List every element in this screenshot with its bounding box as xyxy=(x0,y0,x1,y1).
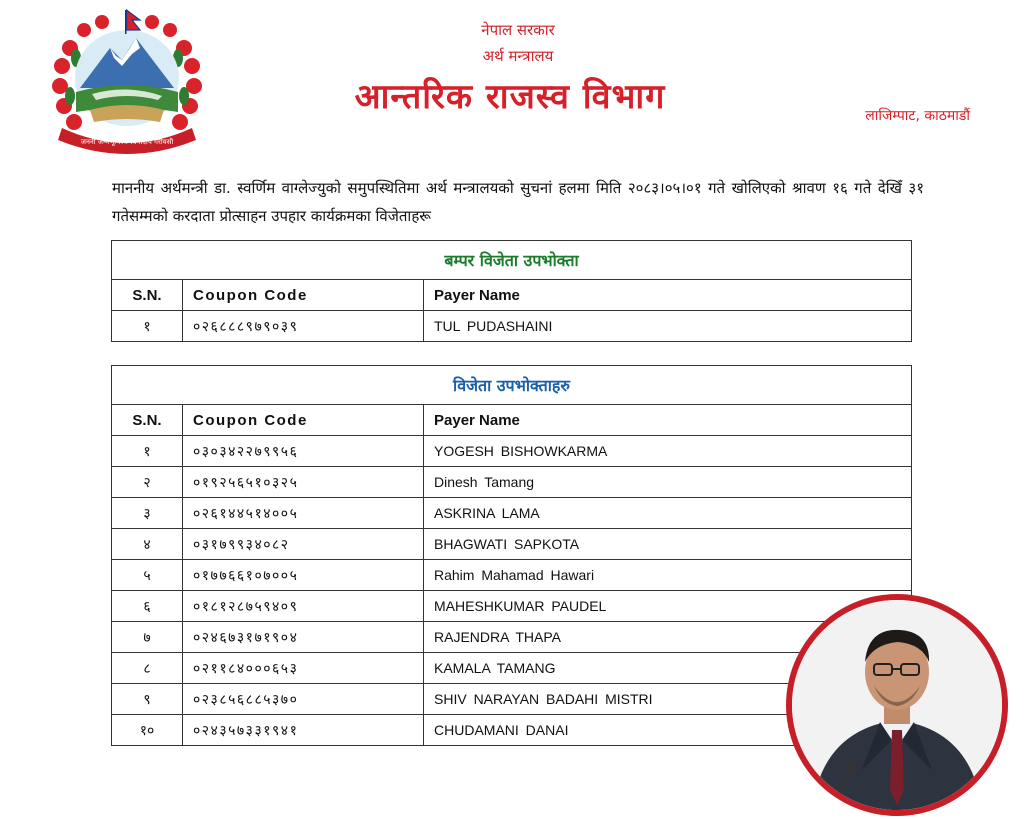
header-coupon-code: Coupon Code xyxy=(183,405,424,436)
table-header-row xyxy=(112,405,912,436)
row-coupon-code: ०१८१२८७५९४०९ xyxy=(183,591,424,622)
table-row xyxy=(112,467,912,498)
row-sn: ३ xyxy=(112,498,183,529)
emblem-ribbon-text: जननी जन्मभूमिश्च स्वर्गादपि गरीयसी xyxy=(80,138,174,146)
table-row xyxy=(112,622,912,653)
table-row xyxy=(112,529,912,560)
table-header-row xyxy=(112,280,912,311)
bumper-winner-table xyxy=(111,240,912,342)
row-coupon-code: ०२४३५७३३१९४१ xyxy=(183,715,424,746)
row-payer-name: TUL PUDASHAINI xyxy=(424,311,912,342)
ministry-name: अर्थ मन्त्रालय xyxy=(482,47,554,65)
row-payer-name: CHUDAMANI DANAI xyxy=(424,715,912,746)
row-payer-name: Dinesh Tamang xyxy=(424,467,912,498)
row-sn: १ xyxy=(112,436,183,467)
row-coupon-code: ०२६८८८९७९०३९ xyxy=(183,311,424,342)
table-row xyxy=(112,498,912,529)
row-sn: ५ xyxy=(112,560,183,591)
header-sn: S.N. xyxy=(112,280,183,311)
nepal-flag-icon xyxy=(125,10,140,34)
row-sn: ९ xyxy=(112,684,183,715)
table-row xyxy=(112,436,912,467)
row-payer-name: SHIV NARAYAN BADAHI MISTRI xyxy=(424,684,912,715)
portrait-illustration xyxy=(792,600,1002,810)
row-payer-name: Rahim Mahamad Hawari xyxy=(424,560,912,591)
row-coupon-code: ०२६१४४५१४००५ xyxy=(183,498,424,529)
row-sn: २ xyxy=(112,467,183,498)
row-sn: १० xyxy=(112,715,183,746)
header-payer-name: Payer Name xyxy=(424,280,912,311)
winners-caption: विजेता उपभोक्ताहरु xyxy=(112,366,912,405)
row-sn: ४ xyxy=(112,529,183,560)
row-payer-name: YOGESH BISHOWKARMA xyxy=(424,436,912,467)
government-name: नेपाल सरकार xyxy=(481,21,555,39)
row-coupon-code: ०१७७६६१०७००५ xyxy=(183,560,424,591)
row-sn: ८ xyxy=(112,653,183,684)
minister-portrait xyxy=(792,600,1002,810)
row-coupon-code: ०१९२५६५१०३२५ xyxy=(183,467,424,498)
row-coupon-code: ०२३८५६८८५३७० xyxy=(183,684,424,715)
office-location: लाजिम्पाट, काठमाडौं xyxy=(865,108,970,124)
row-coupon-code: ०३०३४२२७९९५६ xyxy=(183,436,424,467)
row-payer-name: ASKRINA LAMA xyxy=(424,498,912,529)
table-row xyxy=(112,311,912,342)
row-payer-name: BHAGWATI SAPKOTA xyxy=(424,529,912,560)
row-sn: ७ xyxy=(112,622,183,653)
row-coupon-code: ०३१७९९३४०८२ xyxy=(183,529,424,560)
row-payer-name: KAMALA TAMANG xyxy=(424,653,912,684)
department-title: आन्तरिक राजस्व विभाग xyxy=(354,77,666,117)
table-row xyxy=(112,591,912,622)
header-payer-name: Payer Name xyxy=(424,405,912,436)
intro-paragraph: माननीय अर्थमन्त्री डा. स्वर्णिम वाग्लेज्युको समुपस्थितिमा अर्थ मन्त्रालयको सुचनां हलमा मिति २०८३।०५।०१ गते खोलिएको श्रावण १६ गते देखिँ ३१ गतेसम्मको करदाता प्रोत्साहन उपहार कार्यक्रमका विजेताहरू xyxy=(112,179,924,225)
row-coupon-code: ०२४६७३१७१९०४ xyxy=(183,622,424,653)
row-coupon-code: ०२११८४०००६५३ xyxy=(183,653,424,684)
bumper-caption: बम्पर विजेता उपभोक्ता xyxy=(112,241,912,280)
nepal-emblem-icon xyxy=(40,8,214,158)
row-payer-name: RAJENDRA THAPA xyxy=(424,622,912,653)
header-coupon-code: Coupon Code xyxy=(183,280,424,311)
row-sn: ६ xyxy=(112,591,183,622)
header-sn: S.N. xyxy=(112,405,183,436)
table-row xyxy=(112,560,912,591)
row-payer-name: MAHESHKUMAR PAUDEL xyxy=(424,591,912,622)
row-sn: १ xyxy=(112,311,183,342)
